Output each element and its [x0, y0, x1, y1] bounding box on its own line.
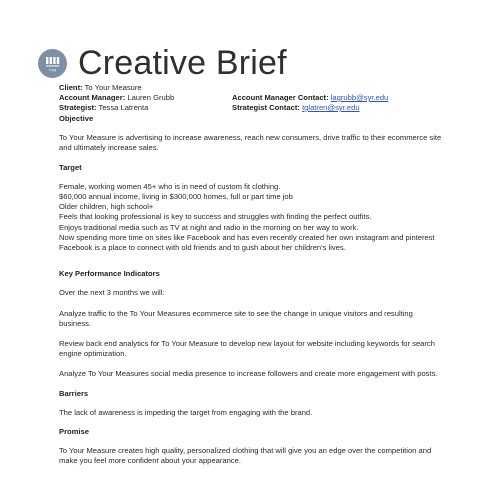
- promise-text: To Your Measure creates high quality, personalized clothing that will give you an edge over the competition and make you feel more confident about your appearance.: [59, 446, 432, 466]
- target-line: Older children, high school+: [59, 202, 154, 212]
- target-line: Facebook is a place to connect with old friends and to gush about her children's lives.: [59, 243, 346, 253]
- meta-row-strategist: [59, 103, 459, 113]
- kpi-item: Review back end analytics for To Your Measure to develop new layout for website including keywords for search engine optimization.: [59, 339, 435, 359]
- account-manager-email-link[interactable]: lagrubb@syr.edu: [330, 93, 389, 102]
- account-manager-contact-label: Account Manager Contact:: [232, 93, 329, 102]
- meta-row-client: [59, 83, 459, 93]
- page-title: Creative Brief: [78, 44, 287, 82]
- client-value: To Your Measure: [82, 83, 142, 92]
- strategist-label: Strategist:: [59, 103, 97, 112]
- objective-text: To Your Measure is advertising to increase awareness, reach new consumers, drive traffic to their ecommerce site and ultimately increase sales.: [59, 133, 442, 153]
- target-line: Now spending more time on sites like Facebook and has even recently created her own instagram and pinterest: [59, 232, 435, 242]
- target-line: Feels that looking professional is key to success and struggles with finding the perfect outfits.: [59, 212, 372, 222]
- strategist-value: Tessa Latrenta: [96, 103, 149, 112]
- strategist-contact-label: Strategist Contact:: [232, 103, 300, 112]
- brand-logo-icon: [38, 49, 67, 78]
- brief-meta: [59, 83, 459, 113]
- kpi-heading: Key Performance Indicators: [59, 269, 160, 279]
- kpi-item: Analyze To Your Measures social media presence to increase followers and create more engagement with posts.: [59, 369, 438, 379]
- header: [38, 42, 287, 84]
- promise-heading: Promise: [59, 427, 89, 437]
- client-label: Client:: [59, 83, 83, 92]
- target-line: Female, working women 45+ who is in need of custom fit clothing.: [59, 181, 281, 191]
- account-manager-label: Account Manager:: [59, 93, 126, 102]
- logo-text: TYM: [48, 68, 57, 72]
- strategist-email-link[interactable]: tglatren@syr.edu: [302, 103, 360, 112]
- brief-content: [59, 114, 444, 467]
- meta-row-account-manager: [59, 93, 459, 103]
- barriers-heading: Barriers: [59, 388, 89, 398]
- kpi-item: Analyze traffic to the To Your Measures ecommerce site to see the change in unique visitors and resulting business.: [59, 308, 413, 328]
- target-line: Enjoys traditional media such as TV at night and radio in the morning on her way to work.: [59, 222, 359, 232]
- kpi-intro: Over the next 3 months we will:: [59, 288, 165, 298]
- brand-logo-graphic: [38, 49, 67, 78]
- barriers-text: The lack of awareness is impeding the target from engaging with the brand.: [59, 407, 313, 417]
- objective-heading: Objective: [59, 114, 94, 123]
- target-heading: Target: [59, 162, 82, 172]
- account-manager-value: Lauren Grubb: [125, 93, 175, 102]
- target-line: $60,000 annual income, living in $300,000 homes, full or part time job: [59, 192, 293, 202]
